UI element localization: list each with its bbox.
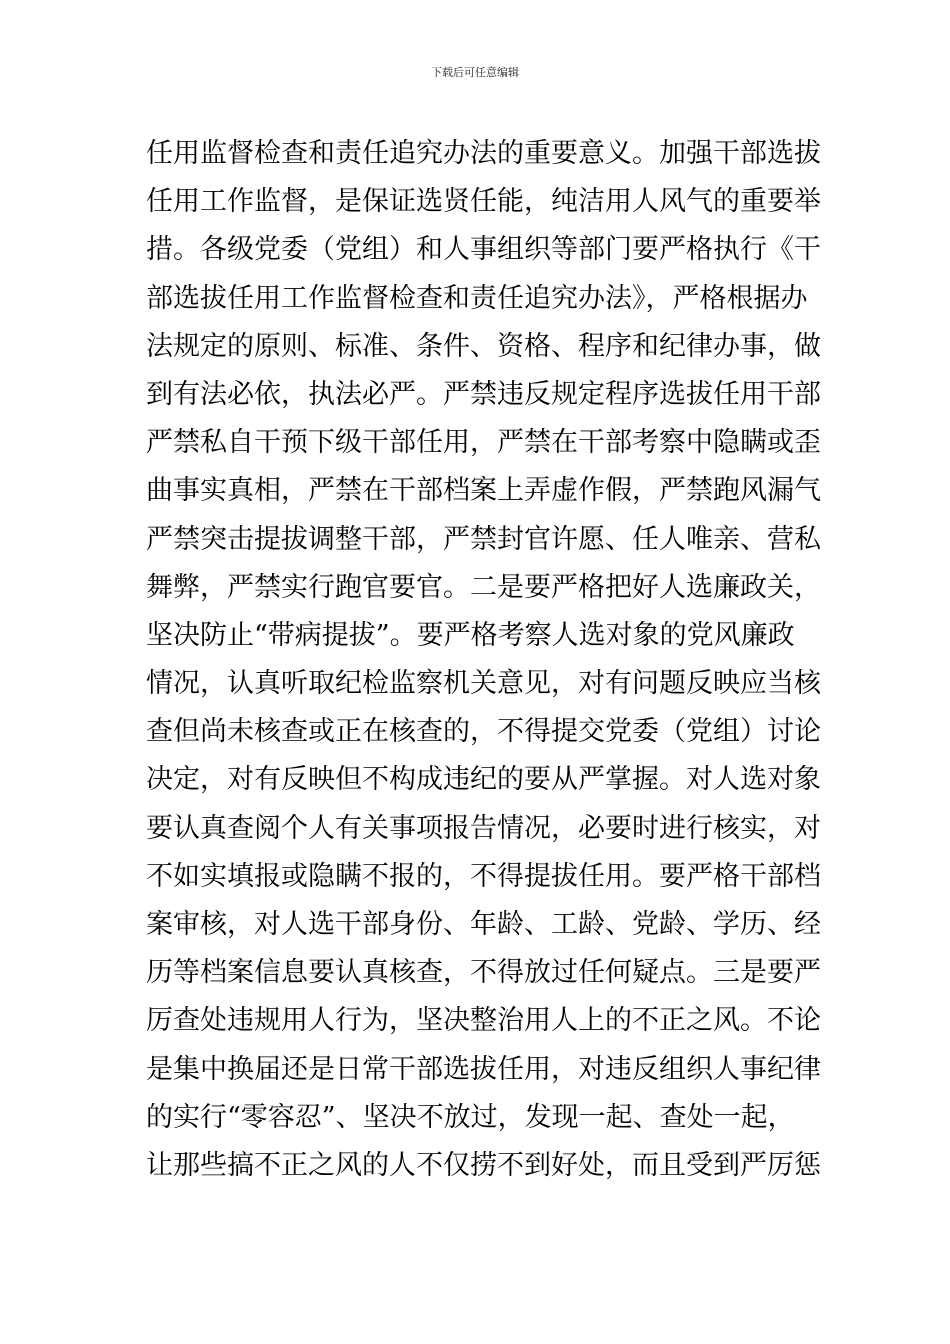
text-line: 法规定的原则、标准、条件、资格、程序和纪律办事，做	[146, 330, 821, 362]
text-line: 案审核，对人选干部身份、年龄、工龄、党龄、学历、经	[146, 909, 821, 940]
text-line: 查但尚未核查或正在核查的，不得提交党委（党组）讨论	[146, 716, 821, 748]
page-header: 下载后可任意编辑	[431, 66, 519, 79]
text-line: 厉查处违规用人行为，坚决整治用人上的不正之风。不论	[146, 1005, 821, 1037]
text-line: 情况，认真听取纪检监察机关意见，对有问题反映应当核	[146, 668, 821, 700]
text-line: 到有法必依，执法必严。严禁违反规定程序选拔任用干部	[146, 378, 821, 410]
text-line: 措。各级党委（党组）和人事组织等部门要严格执行《干	[146, 234, 821, 266]
text-line: 的实行“零容忍”、坚决不放过，发现一起、查处一起，	[146, 1101, 795, 1133]
text-line: 舞弊，严禁实行跑官要官。二是要严格把好人选廉政关，	[146, 571, 821, 603]
text-line: 严禁突击提拔调整干部，严禁封官许愿、任人唯亲、营私	[146, 523, 821, 555]
text-line: 要认真查阅个人有关事项报告情况，必要时进行核实，对	[146, 812, 821, 844]
text-line: 是集中换届还是日常干部选拔任用，对违反组织人事纪律	[146, 1053, 821, 1085]
text-line: 坚决防止“带病提拔”。要严格考察人选对象的党风廉政	[146, 619, 795, 651]
text-line: 决定，对有反映但不构成违纪的要从严掌握。对人选对象	[146, 764, 821, 796]
text-line: 曲事实真相，严禁在干部档案上弄虚作假，严禁跑风漏气	[146, 475, 821, 507]
text-line: 任用工作监督，是保证选贤任能，纯洁用人风气的重要举	[146, 186, 821, 218]
text-line: 历等档案信息要认真核查，不得放过任何疑点。三是要严	[146, 957, 821, 989]
text-line: 让那些搞不正之风的人不仅捞不到好处，而且受到严厉惩	[146, 1149, 821, 1181]
text-line: 不如实填报或隐瞒不报的，不得提拔任用。要严格干部档	[146, 860, 821, 892]
text-line: 部选拔任用工作监督检查和责任追究办法》，严格根据办	[146, 282, 808, 314]
body-text	[146, 130, 821, 1190]
text-line: 严禁私自干预下级干部任用，严禁在干部考察中隐瞒或歪	[146, 427, 821, 459]
text-line: 任用监督检查和责任追究办法的重要意义。加强干部选拔	[146, 138, 821, 169]
